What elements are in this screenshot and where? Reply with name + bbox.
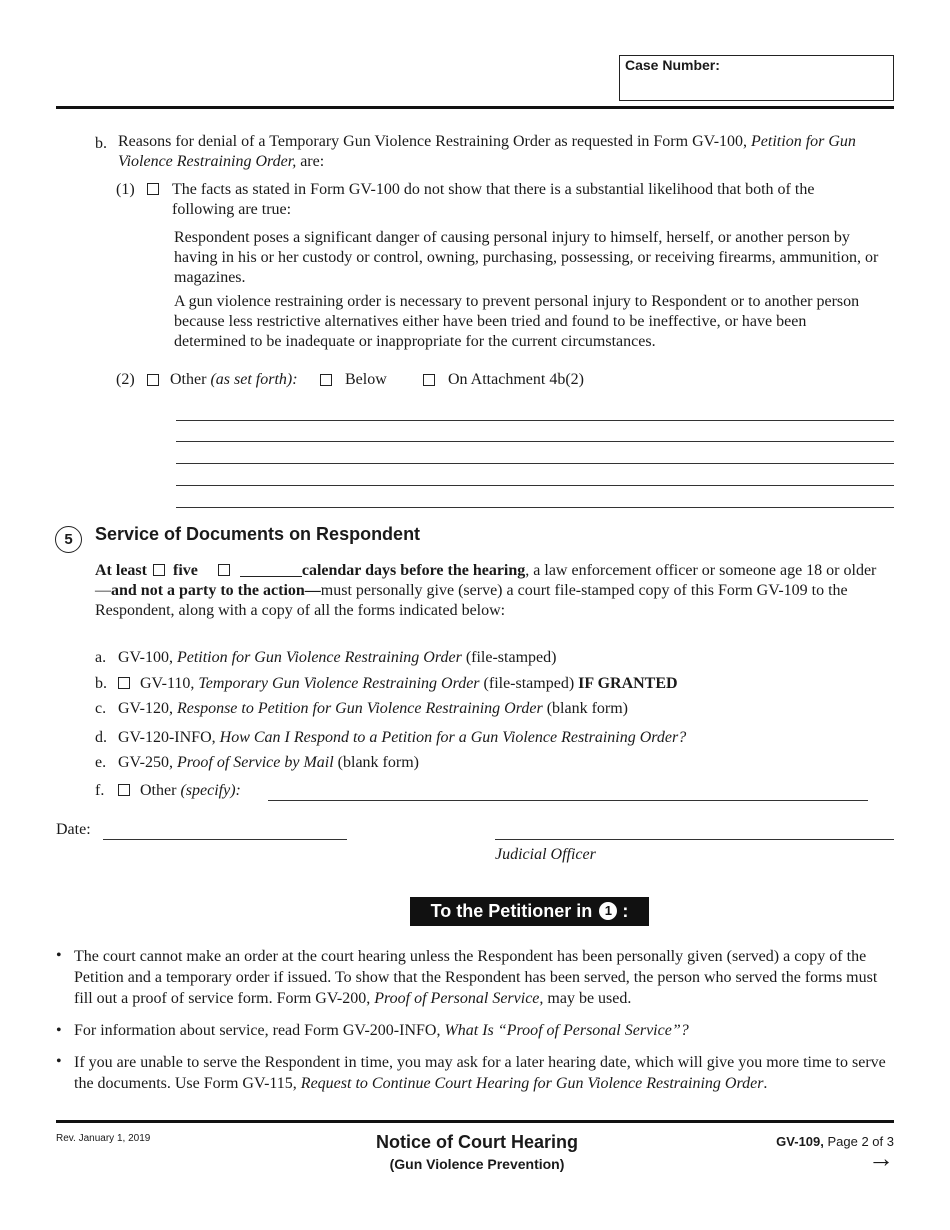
section-4b-intro: Reasons for denial of a Temporary Gun Violence Restraining Order as requested in Form GV-100, Petition for Gun Violence Restraining Order, are:	[118, 133, 856, 170]
footer-page-info: GV-109, Page 2 of 3	[776, 1134, 894, 1149]
footer-subtitle: (Gun Violence Prevention)	[389, 1156, 565, 1172]
next-page-arrow-icon: →	[868, 1143, 894, 1173]
item-2-attachment-checkbox[interactable]	[423, 374, 435, 386]
petitioner-circle-number: 1	[599, 902, 617, 920]
item-1-number: (1)	[116, 181, 135, 198]
form-item-b-checkbox[interactable]	[118, 677, 130, 689]
section-5-title: Service of Documents on Respondent	[95, 524, 421, 544]
item-1-paragraph-1: Respondent poses a significant danger of causing personal injury to himself, herself, or another person by having in his or her custody or control, owning, purchasing, possessing, or receiving firearms, ammunition, or magazines.	[174, 229, 879, 286]
item-1-text: The facts as stated in Form GV-100 do not show that there is a substantial likelihood that both of the following are true:	[172, 181, 815, 218]
bullet-3: If you are unable to serve the Respondent in time, you may ask for a later hearing date, which will give you more time to serve the documents. Use Form GV-115, Request to Continue Court Hearing for Gun Violence Restraining Order.	[74, 1054, 886, 1092]
other-reason-line-4[interactable]	[176, 485, 894, 486]
other-reason-line-3[interactable]	[176, 463, 894, 464]
header-rule	[56, 106, 894, 109]
case-number-label: Case Number:	[625, 57, 720, 73]
form-item-d: d. GV-120-INFO, How Can I Respond to a Petition for a Gun Violence Restraining Order?	[95, 729, 687, 746]
item-2-other-label: Other (as set forth):	[170, 371, 298, 388]
section-5-number: 5	[64, 531, 73, 548]
form-item-e: e. GV-250, Proof of Service by Mail (blank form)	[95, 754, 419, 771]
item-2-below-checkbox[interactable]	[320, 374, 332, 386]
form-item-a: a. GV-100, Petition for Gun Violence Restraining Order (file-stamped)	[95, 649, 557, 666]
five-days-checkbox[interactable]	[153, 564, 165, 576]
bullet-dot-2: •	[56, 1022, 62, 1039]
case-number-box[interactable]	[619, 55, 894, 101]
judicial-officer-label: Judicial Officer	[495, 846, 596, 863]
date-label: Date:	[56, 821, 91, 838]
other-specify-line[interactable]	[268, 800, 868, 801]
section-5-number-circle	[55, 526, 82, 553]
footer-revision: Rev. January 1, 2019	[56, 1133, 151, 1144]
other-reason-line-1[interactable]	[176, 420, 894, 421]
bullet-1: The court cannot make an order at the court hearing unless the Respondent has been personally given (served) a copy of the Petition and a temporary order if issued. To show that the Respondent has been served, the person who served the forms must fill out a proof of service form. Form GV-200, Proof of Personal Service, may be used.	[74, 948, 878, 1007]
bullet-dot-3: •	[56, 1053, 62, 1070]
item-2-number: (2)	[116, 371, 135, 388]
other-reason-line-2[interactable]	[176, 441, 894, 442]
item-1-checkbox[interactable]	[147, 183, 159, 195]
service-instructions: At least five calendar days before the hearing, a law enforcement officer or someone age 18 or older—and not a party to the action—must personally give (serve) a court file-stamped copy of this Form GV-109 to the Respondent, along with a copy of all the forms indicated below:	[95, 562, 877, 619]
form-item-c: c. GV-120, Response to Petition for Gun Violence Restraining Order (blank form)	[95, 700, 628, 717]
petitioner-banner: To the Petitioner in 1 :	[410, 897, 649, 926]
item-1-paragraph-2: A gun violence restraining order is necessary to prevent personal injury to Respondent or to another person because less restrictive alternatives either have been tried and found to be ineffective, or have been determined to be inadequate or inappropriate for the current circumstances.	[174, 293, 860, 350]
date-line[interactable]	[103, 839, 347, 840]
form-item-f-checkbox[interactable]	[118, 784, 130, 796]
item-2-attachment-label: On Attachment 4b(2)	[448, 371, 584, 388]
footer-rule	[56, 1120, 894, 1123]
form-item-f: f. Other (specify):	[95, 782, 241, 799]
custom-days-blank[interactable]	[240, 562, 302, 577]
bullet-2: For information about service, read Form GV-200-INFO, What Is “Proof of Personal Service”?	[74, 1022, 689, 1039]
other-reason-line-5[interactable]	[176, 507, 894, 508]
item-2-other-checkbox[interactable]	[147, 374, 159, 386]
custom-days-checkbox[interactable]	[218, 564, 230, 576]
form-item-b: b. GV-110, Temporary Gun Violence Restraining Order (file-stamped) IF GRANTED	[95, 675, 678, 692]
section-4b-letter: b.	[95, 135, 107, 152]
signature-line[interactable]	[495, 839, 894, 840]
item-2-below-label: Below	[345, 371, 387, 388]
bullet-dot-1: •	[56, 947, 62, 964]
footer-title: Notice of Court Hearing	[375, 1132, 578, 1152]
